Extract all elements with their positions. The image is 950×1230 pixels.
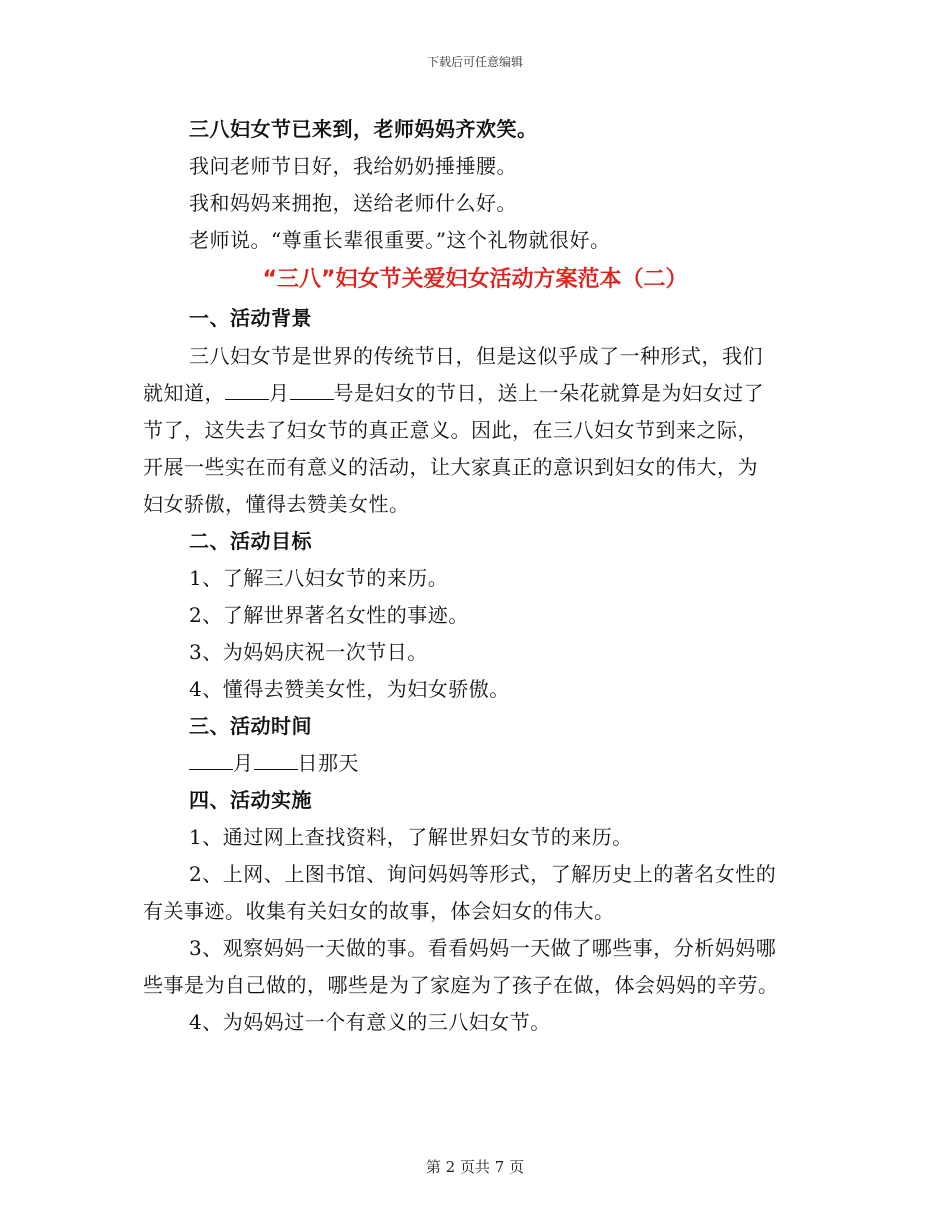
text-segment: 日那天 <box>297 751 359 775</box>
section-4-heading: 四、活动实施 <box>189 788 312 812</box>
section-1-text-line-4: 开展一些实在而有意义的活动，让大家真正的意识到妇女的伟大，为 <box>143 455 758 479</box>
list-item-continuation: 有关事迹。收集有关妇女的故事，体会妇女的伟大。 <box>143 899 615 923</box>
list-item: 2、上网、上图书馆、询问妈妈等形式，了解历史上的著名女性的 <box>189 862 777 886</box>
fill-blank <box>225 381 269 400</box>
section-1-text-line-1: 三八妇女节是世界的传统节日，但是这似乎成了一种形式，我们 <box>189 344 763 368</box>
list-item: 2、了解世界著名女性的事迹。 <box>189 603 469 627</box>
fill-blank <box>189 751 233 770</box>
text-segment: 月 <box>269 381 290 405</box>
section-3-text <box>189 751 809 775</box>
list-item: 3、观察妈妈一天做的事。看看妈妈一天做了哪些事，分析妈妈哪 <box>189 936 777 960</box>
list-item: 1、了解三八妇女节的来历。 <box>189 566 449 590</box>
poem-line-2: 我问老师节日好，我给奶奶捶捶腰。 <box>189 154 517 178</box>
list-item: 3、为妈妈庆祝一次节日。 <box>189 640 428 664</box>
section-1-text-line-3: 节了，这失去了妇女节的真正意义。因此，在三八妇女节到来之际， <box>143 418 758 442</box>
poem-line-1: 三八妇女节已来到，老师妈妈齐欢笑。 <box>189 117 538 141</box>
section-1-heading: 一、活动背景 <box>189 306 312 330</box>
section-1-text-line-5: 妇女骄傲，懂得去赞美女性。 <box>143 492 410 516</box>
poem-line-3: 我和妈妈来拥抱，送给老师什么好。 <box>189 191 517 215</box>
section-1-text-line-2 <box>143 381 808 405</box>
section-2-heading: 二、活动目标 <box>189 529 312 553</box>
list-item: 4、为妈妈过一个有意义的三八妇女节。 <box>189 1010 551 1034</box>
section-3-heading: 三、活动时间 <box>189 714 312 738</box>
fill-blank <box>290 381 334 400</box>
text-segment: 号是妇女的节日，送上一朵花就算是为妇女过了 <box>333 381 764 405</box>
list-item: 1、通过网上查找资料，了解世界妇女节的来历。 <box>189 825 633 849</box>
list-item: 4、懂得去赞美女性，为妇女骄傲。 <box>189 677 510 701</box>
fill-blank <box>254 751 298 770</box>
page-footer: 第 2 页共 7 页 <box>425 1158 525 1176</box>
document-title: “三八”妇女节关爱妇女活动方案范本（二） <box>262 267 688 292</box>
list-item-continuation: 些事是为自己做的，哪些是为了家庭为了孩子在做，体会妈妈的辛劳。 <box>143 973 779 997</box>
text-segment: 月 <box>233 751 254 775</box>
header-note: 下载后可任意编辑 <box>426 55 523 69</box>
poem-line-4: 老师说。“尊重长辈很重要。”这个礼物就很好。 <box>189 228 611 252</box>
text-segment: 就知道， <box>143 381 225 405</box>
